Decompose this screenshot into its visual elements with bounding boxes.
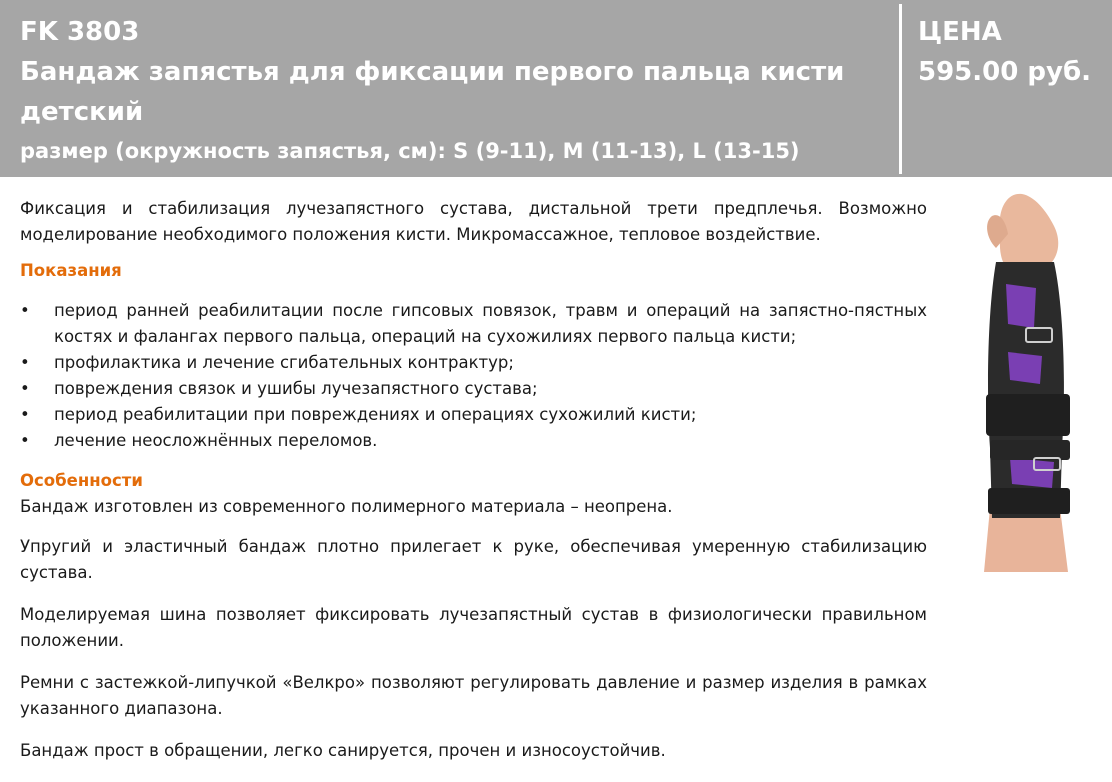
features-paragraph: Моделируемая шина позволяет фиксировать лучезапястный сустав в физиологически правильном положении. — [20, 605, 927, 650]
purple-panel — [1006, 284, 1036, 328]
product-title-line2: детский — [20, 97, 144, 127]
features-title: Особенности — [20, 471, 143, 490]
price-value: 595.00 руб. — [918, 57, 1091, 87]
product-code: FK 3803 — [20, 17, 140, 47]
velcro-strap — [986, 394, 1070, 436]
features-paragraph: Ремни с застежкой-липучкой «Велкро» позволяют регулировать давление и размер изделия в рамках указанного диапазона. — [20, 673, 927, 718]
features-paragraph: Бандаж прост в обращении, легко санируется, прочен и износоустойчив. — [20, 741, 666, 760]
intro-paragraph: Фиксация и стабилизация лучезапястного сустава, дистальной трети предплечья. Возможно моделирование необходимого положения кисти. Микромассажное, тепловое воздействие. — [20, 199, 927, 244]
header-info — [20, 12, 890, 168]
bullet-marker: • — [20, 353, 30, 372]
list-item: • повреждения связок и ушибы лучезапястного сустава; — [20, 376, 927, 402]
size-info: размер (окружность запястья, см): S (9-11), M (11-13), L (13-15) — [20, 139, 800, 163]
features-paragraph: Бандаж изготовлен из современного полимерного материала – неопрена. — [20, 497, 673, 516]
product-header — [0, 0, 1112, 177]
product-description — [20, 196, 927, 764]
features-paragraph: Упругий и эластичный бандаж плотно прилегает к руке, обеспечивая умеренную стабилизацию сустава. — [20, 537, 927, 582]
list-item: • период ранней реабилитации после гипсовых повязок, травм и операций на запястно-пястных костях и фалангах первого пальца, операций на сухожилиях первого пальца кисти; — [20, 298, 927, 350]
bullet-marker: • — [20, 405, 30, 424]
header-divider — [899, 4, 902, 174]
purple-panel — [1008, 352, 1042, 384]
list-item: • период реабилитации при повреждениях и операциях сухожилий кисти; — [20, 402, 927, 428]
indications-list — [20, 298, 927, 454]
wrist-brace-image — [950, 188, 1096, 572]
purple-panel — [1010, 458, 1054, 488]
price-block — [918, 12, 1091, 92]
indications-title: Показания — [20, 261, 122, 280]
list-item: • лечение неосложнённых переломов. — [20, 428, 927, 454]
velcro-strap — [988, 488, 1070, 514]
product-title-line1: Бандаж запястья для фиксации первого пальца кисти — [20, 57, 845, 87]
bullet-marker: • — [20, 301, 30, 320]
bullet-marker: • — [20, 431, 30, 450]
bullet-marker: • — [20, 379, 30, 398]
hand — [1000, 194, 1059, 270]
price-label: ЦЕНА — [918, 17, 1002, 47]
list-item: • профилактика и лечение сгибательных контрактур; — [20, 350, 927, 376]
